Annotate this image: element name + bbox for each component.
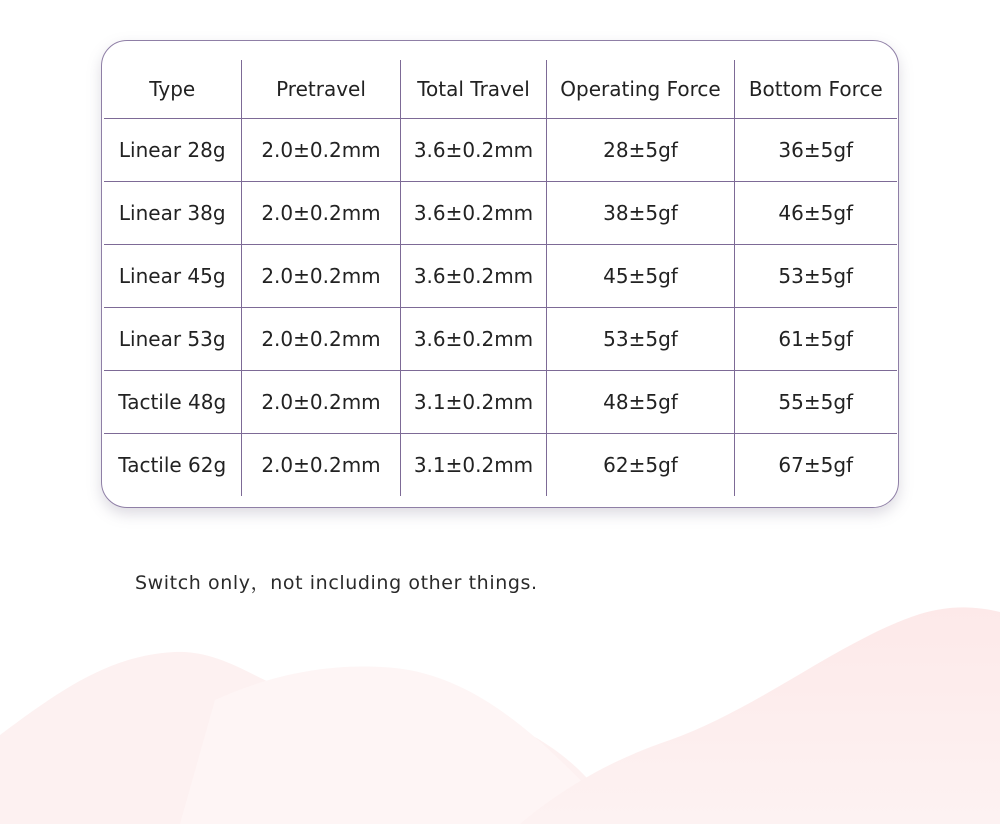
table-row [104,308,897,371]
cell-bottom-force: 46±5gf [735,182,897,245]
header-operating-force: Operating Force [547,60,735,119]
cell-total-travel: 3.6±0.2mm [401,182,547,245]
cell-type: Linear 28g [104,119,242,182]
cell-bottom-force: 61±5gf [735,308,897,371]
cell-operating-force: 28±5gf [547,119,735,182]
header-type: Type [149,77,196,101]
cell-bottom-force: 67±5gf [735,434,897,497]
cell-total-travel: 3.6±0.2mm [401,245,547,308]
table-header-row [104,60,897,119]
header-bottom-force: Bottom Force [735,60,897,119]
table-row [104,434,897,497]
cell-total-travel: 3.6±0.2mm [401,119,547,182]
cell-pretravel: 2.0±0.2mm [242,245,401,308]
table-row [104,371,897,434]
header-total-travel: Total Travel [401,60,547,119]
cell-pretravel: 2.0±0.2mm [242,182,401,245]
cell-bottom-force: 36±5gf [735,119,897,182]
cell-operating-force: 38±5gf [547,182,735,245]
cell-total-travel: 3.1±0.2mm [401,371,547,434]
cell-operating-force: 62±5gf [547,434,735,497]
spec-card [101,40,899,508]
cell-total-travel: 3.6±0.2mm [401,308,547,371]
cell-type: Linear 45g [104,245,242,308]
cell-type: Linear 53g [104,308,242,371]
cell-bottom-force: 55±5gf [735,371,897,434]
spec-table [104,60,897,496]
table-row [104,245,897,308]
cell-operating-force: 45±5gf [547,245,735,308]
table-row [104,119,897,182]
cell-type: Tactile 62g [104,434,242,497]
cell-operating-force: 48±5gf [547,371,735,434]
cell-pretravel: 2.0±0.2mm [242,371,401,434]
cell-type: Tactile 48g [104,371,242,434]
cell-operating-force: 53±5gf [547,308,735,371]
cell-total-travel: 3.1±0.2mm [401,434,547,497]
table-row [104,182,897,245]
cell-type: Linear 38g [104,182,242,245]
cell-bottom-force: 53±5gf [735,245,897,308]
header-pretravel: Pretravel [242,60,401,119]
footnote-text: Switch only，not including other things. [135,572,538,594]
cell-pretravel: 2.0±0.2mm [242,434,401,497]
cell-pretravel: 2.0±0.2mm [242,308,401,371]
cell-pretravel: 2.0±0.2mm [242,119,401,182]
